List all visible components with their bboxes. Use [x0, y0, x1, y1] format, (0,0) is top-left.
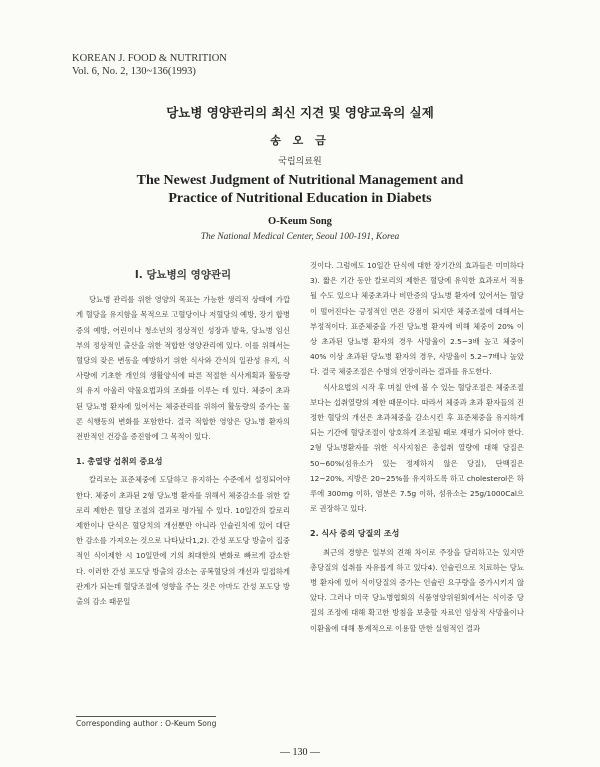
paragraph: 칼리로는 표준체중에 도달하고 유지하는 수준에서 설정되어야 한다. 체중이 초과된 2형 당뇨병 환자를 위해서 체중감소를 위한 칼로리 제한은 혈당 조절의 결과로 평가될 수 있다. 10일간의 칼로리 제한이나 단식은 혈당치의 개선뿐만 아니라 인슐린치에 있어 대단한 감소를 가져오는 것으로 나타났다1,2). 간성 포도당 방출이 집중적인 식이제한 시 10일만에 기의 최대한의 변화로 빠르게 감소한다. 이러한 간성 포도당 방출의 감소는 공복혈당의 개선과 밀접하게 관계가 되는데 혈당조절에 영향을 주는 것은 아마도 간성 포도당 방출의 감소 때문일 — [76, 475, 290, 607]
english-title-line1: The Newest Judgment of Nutritional Management and — [136, 173, 464, 188]
english-affiliation: The National Medical Center, Seoul 100-191, Korea — [200, 232, 400, 242]
footnote-rule — [76, 716, 216, 717]
page-number: ― 130 ― — [280, 747, 320, 758]
paragraph: 식사요법의 시작 후 며칠 안에 볼 수 있는 혈당조절은 체중조절보다는 섭취열량의 제한 때문이다. 따라서 체중과 초과 환자들의 진정한 혈당의 개선은 초과체중을 감소시킨 후 표준체중을 유지하게 되는 기간에 혈당조절이 양호하게 조절될 때로 재평가 되어야 한다. 2형 당뇨병환자를 위한 식사지침은 총섭취 열량에 대해 당질은 50~60%(섬유소가 있는 정제하지 않은 당질), 단백질은 12~20%, 지방은 20~25%를 유지하도록 하고 cholesterol은 하루에 300mg 이하, 염분은 7.5g 이하, 섬유소는 25g/1000Cal으로 권장하고 있다. — [310, 382, 524, 514]
english-title — [0, 172, 600, 208]
english-title-line2: Practice of Nutritional Education in Diabets — [168, 191, 432, 206]
paragraph: 당뇨병 관리를 위한 영양의 목표는 가능한 생리적 상태에 가깝게 혈당을 유지함을 목적으로 고혈당이나 저혈당의 예방, 장기 합병증의 예방, 어린이나 청소년의 정상적인 성장과 발육, 당뇨병 임신부의 정상적인 출산을 위한 적합한 영양관리에 있다. 이를 위해서는 혈당의 잦은 변동을 예방하기 위한 식사와 간식의 일관성 유지, 식사량에 기초한 개인의 생활양식에 따른 적절한 식사계획과 활동량의 유지 아울러 약물요법과의 조화를 이루는 데 있다. 체중이 초과된 당뇨병 환자에 있어서는 체중관리를 위하여 활동량의 증가는 물론 식행동의 변화를 포함한다. 결국 적합한 영양은 당뇨병 환자의 전반적인 건강을 증진함에 그 목적이 있다. — [76, 295, 290, 442]
subsection-heading-1: 1. 총열량 섭취의 중요성 — [76, 457, 163, 467]
paragraph: 것이다. 그럼에도 10일간 단식에 대한 장기간의 효과들은 미미하다3). 짧은 기간 동안 칼로리의 제한은 혈당에 유익한 효과로서 적용될 수도 있으나 체중초과나 비만증의 당뇨병 환자에 있어서는 혈당이 떨어진다는 긍정적인 면은 강점이 되지만 체중조절에 대해서는 부정적이다. 표준체중을 가진 당뇨병 환자에 비해 체중이 20% 이상 초과된 당뇨병 환자의 경우 사망율이 2.5~3배 높고 체중이 40% 이상 초과된 당뇨병 환자의 경우, 사망율이 5.2~7배나 높았다. 결국 체중조절은 수명의 연장이라는 결과를 유도한다. — [310, 261, 524, 377]
left-column — [76, 258, 290, 609]
journal-name: KOREAN J. FOOD & NUTRITION — [72, 53, 227, 64]
right-column — [310, 258, 524, 636]
section-heading-1: Ⅰ. 당뇨병의 영양관리 — [134, 269, 232, 281]
subsection-heading-2: 2. 식사 중의 당질의 조성 — [310, 529, 400, 539]
footnote: Corresponding author : O-Keum Song — [76, 719, 217, 728]
journal-header — [72, 52, 227, 78]
korean-author: 송 오 금 — [270, 134, 330, 147]
korean-affiliation: 국립의료원 — [278, 157, 322, 167]
english-author: O-Keum Song — [268, 216, 332, 227]
korean-title: 당뇨병 영양관리의 최신 지견 및 영양교육의 실제 — [166, 105, 434, 120]
journal-volume: Vol. 6, No. 2, 130~136(1993) — [72, 66, 196, 77]
paragraph: 최근의 경향은 일부의 견해 차이로 주장을 달리하고는 있지만 총당질의 섭취를 자유롭게 하고 있다4). 인슐린으로 치료하는 당뇨병 환자에 있어 식이당질의 증가는 인슐린 요구량을 증가시키지 않았다. 그러나 미국 당뇨병협회의 식품영양위원회에서는 식이중 당질의 조정에 대해 확고한 방침을 보충할 자료인 임상적 사망율이나 이환율에 대해 통계적으로 이용할 만한 실험적인 결과 — [310, 547, 524, 633]
